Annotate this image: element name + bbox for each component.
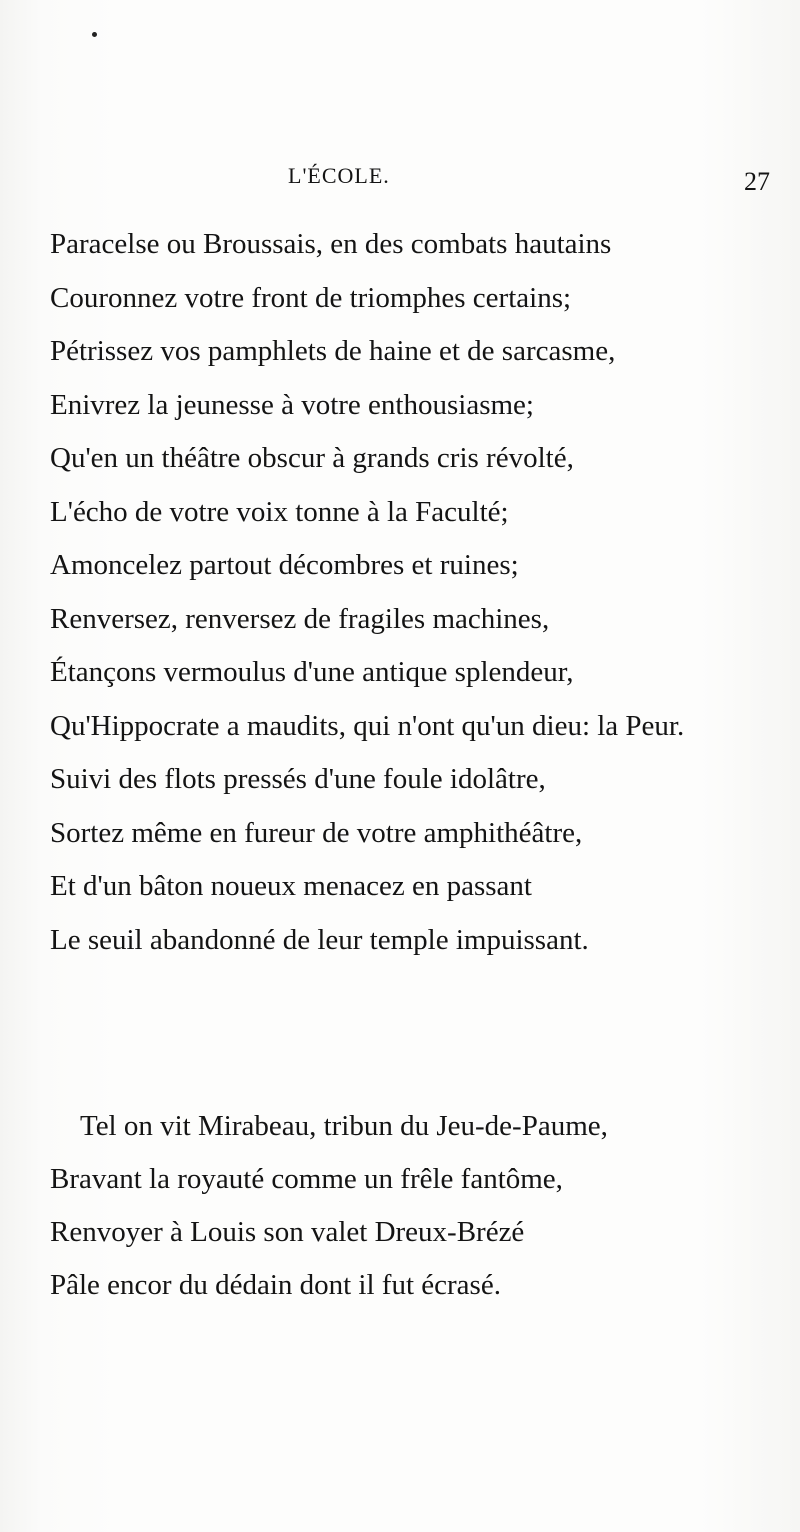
verse-line: Couronnez votre front de triomphes certains;	[50, 281, 572, 314]
verse-line: Renversez, renversez de fragiles machines,	[50, 602, 550, 635]
page-header	[0, 163, 800, 203]
stanza-2	[50, 1106, 790, 1318]
page-number: 27	[744, 167, 770, 196]
running-title: L'ÉCOLE.	[288, 163, 390, 188]
stanza-1	[50, 224, 790, 973]
verse-line: Qu'en un théâtre obscur à grands cris révolté,	[50, 442, 574, 474]
verse-line: Bravant la royauté comme un frêle fantôme,	[50, 1163, 563, 1195]
verse-line: Et d'un bâton noueux menacez en passant	[50, 870, 532, 902]
verse-line: Paracelse ou Broussais, en des combats hautains	[50, 228, 612, 260]
verse-line: Sortez même en fureur de votre amphithéâtre,	[50, 816, 583, 849]
verse-line: Le seuil abandonné de leur temple impuissant.	[50, 923, 589, 956]
verse-line: Suivi des flots pressés d'une foule idolâtre,	[50, 763, 546, 795]
verse-line: L'écho de votre voix tonne à la Faculté;	[50, 495, 509, 528]
verse-line: Pétrissez vos pamphlets de haine et de sarcasme,	[50, 335, 616, 367]
verse-line: Pâle encor du dédain dont il fut écrasé.	[50, 1269, 501, 1301]
verse-line: Renvoyer à Louis son valet Dreux-Brézé	[50, 1216, 525, 1248]
verse-line: Qu'Hippocrate a maudits, qui n'ont qu'un dieu: la Peur.	[50, 709, 685, 742]
verse-line: Tel on vit Mirabeau, tribun du Jeu-de-Paume,	[80, 1110, 608, 1142]
verse-line: Enivrez la jeunesse à votre enthousiasme;	[50, 388, 534, 421]
ink-speck	[92, 32, 97, 37]
verse-line: Étançons vermoulus d'une antique splendeur,	[50, 656, 574, 688]
verse-line: Amoncelez partout décombres et ruines;	[50, 549, 519, 581]
